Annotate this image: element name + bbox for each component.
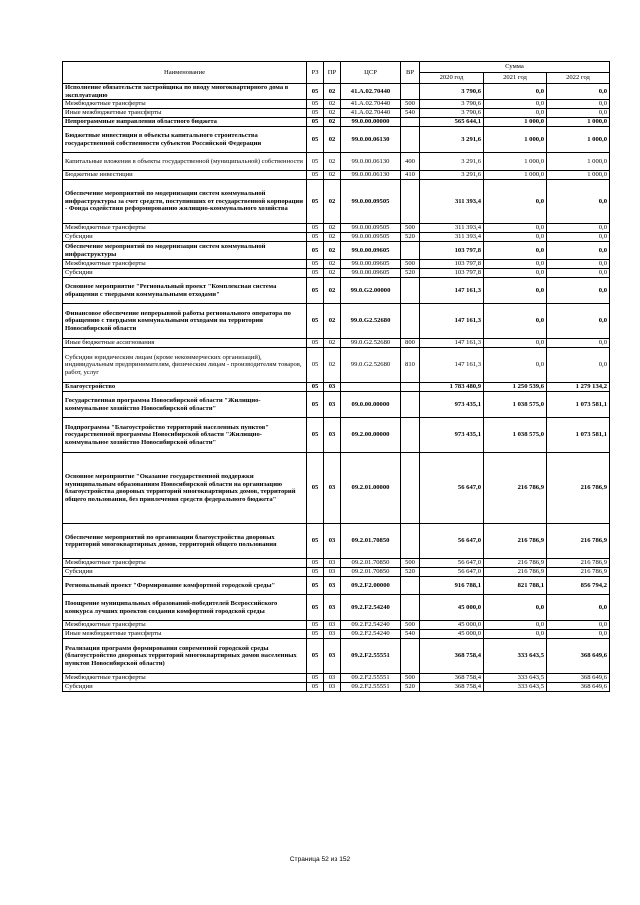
row-rz: 05 [307,524,324,559]
row-vr: 500 [401,559,420,568]
row-sum-2021: 1 000,0 [484,118,547,127]
row-sum-2022: 216 786,9 [547,453,610,524]
row-sum-2022: 0,0 [547,269,610,278]
header-2022: 2022 год [547,73,610,84]
row-pr: 02 [324,100,341,109]
row-csr: 09.2.00.00000 [341,418,401,453]
row-sum-2022: 1 000,0 [547,118,610,127]
table-row [63,127,610,153]
row-pr: 02 [324,233,341,242]
row-sum-2020: 368 758,4 [420,639,484,674]
table-row [63,100,610,109]
table-row [63,453,610,524]
table-row [63,339,610,348]
header-rz: РЗ [307,62,324,84]
row-name: Обеспечение мероприятий по организации благоустройства дворовых территорий многоквартирных домов, территорий общего пользования [63,524,307,559]
row-rz: 05 [307,568,324,577]
row-name: Государственная программа Новосибирской области "Жилищно-коммунальное хозяйство Новосибирской области" [63,392,307,418]
row-rz: 05 [307,109,324,118]
table-row [63,171,610,180]
header-pr: ПР [324,62,341,84]
row-sum-2022: 0,0 [547,180,610,224]
row-sum-2020: 368 758,4 [420,674,484,683]
row-name: Основное мероприятие "Региональный проект "Комплексная система обращения с твердыми коммунальными отходами" [63,278,307,304]
row-sum-2022: 368 649,6 [547,683,610,692]
row-sum-2020: 103 797,8 [420,269,484,278]
row-sum-2020: 147 161,3 [420,304,484,339]
row-vr: 800 [401,339,420,348]
table-row [63,233,610,242]
row-csr: 99.0.00.06130 [341,153,401,171]
header-csr: ЦСР [341,62,401,84]
row-sum-2021: 0,0 [484,100,547,109]
row-sum-2021: 1 000,0 [484,171,547,180]
table-row [63,392,610,418]
row-pr: 03 [324,577,341,595]
row-sum-2022: 0,0 [547,242,610,260]
row-csr: 99.0.00.06130 [341,127,401,153]
row-name: Непрограммные направления областного бюджета [63,118,307,127]
row-sum-2021: 1 038 575,0 [484,392,547,418]
row-csr: 41.А.02.70440 [341,84,401,100]
header-2021: 2021 год [484,73,547,84]
table-row [63,621,610,630]
table-row [63,418,610,453]
row-csr: 09.2.F2.55551 [341,683,401,692]
row-csr: 09.2.F2.54240 [341,595,401,621]
row-sum-2020: 311 393,4 [420,180,484,224]
table-row [63,383,610,392]
row-rz: 05 [307,153,324,171]
row-sum-2021: 0,0 [484,630,547,639]
row-vr: 520 [401,568,420,577]
row-sum-2022: 1 279 134,2 [547,383,610,392]
table-row [63,568,610,577]
row-sum-2021: 216 786,9 [484,524,547,559]
row-sum-2020: 3 291,6 [420,171,484,180]
row-sum-2021: 333 643,5 [484,683,547,692]
row-csr: 99.0.G2.00000 [341,278,401,304]
row-sum-2021: 216 786,9 [484,453,547,524]
row-pr: 03 [324,383,341,392]
row-csr: 09.2.F2.54240 [341,621,401,630]
row-vr [401,524,420,559]
row-sum-2022: 0,0 [547,260,610,269]
row-vr [401,639,420,674]
row-name: Субсидии [63,269,307,278]
row-csr: 09.0.00.00000 [341,392,401,418]
row-name: Межбюджетные трансферты [63,674,307,683]
row-csr: 09.2.F2.54240 [341,630,401,639]
row-vr [401,127,420,153]
row-sum-2020: 311 393,4 [420,224,484,233]
row-sum-2020: 3 790,6 [420,84,484,100]
row-sum-2020: 565 644,1 [420,118,484,127]
row-rz: 05 [307,392,324,418]
row-vr [401,595,420,621]
row-rz: 05 [307,339,324,348]
row-sum-2021: 821 788,1 [484,577,547,595]
row-rz: 05 [307,224,324,233]
row-sum-2022: 1 073 581,1 [547,418,610,453]
row-csr: 41.А.02.70440 [341,100,401,109]
row-csr: 99.0.00.09505 [341,233,401,242]
table-row [63,84,610,100]
row-sum-2021: 0,0 [484,304,547,339]
row-sum-2021: 0,0 [484,242,547,260]
row-rz: 05 [307,180,324,224]
table-row [63,577,610,595]
row-sum-2022: 0,0 [547,233,610,242]
row-vr: 400 [401,153,420,171]
row-vr: 520 [401,269,420,278]
row-pr: 03 [324,630,341,639]
row-vr: 540 [401,109,420,118]
row-sum-2022: 216 786,9 [547,559,610,568]
row-sum-2020: 56 647,0 [420,568,484,577]
table-row [63,639,610,674]
row-sum-2020: 103 797,8 [420,260,484,269]
row-rz: 05 [307,383,324,392]
row-vr [401,180,420,224]
table-row [63,260,610,269]
row-vr [401,278,420,304]
table-row [63,674,610,683]
row-sum-2022: 1 000,0 [547,171,610,180]
row-sum-2021: 0,0 [484,621,547,630]
row-sum-2021: 0,0 [484,233,547,242]
row-name: Межбюджетные трансферты [63,621,307,630]
row-sum-2020: 56 647,0 [420,453,484,524]
row-csr: 99.0.00.06130 [341,171,401,180]
row-vr: 520 [401,683,420,692]
table-row [63,630,610,639]
row-sum-2022: 0,0 [547,630,610,639]
row-sum-2020: 916 788,1 [420,577,484,595]
row-pr: 02 [324,278,341,304]
row-rz: 05 [307,595,324,621]
row-rz: 05 [307,269,324,278]
row-pr: 03 [324,524,341,559]
row-vr: 500 [401,224,420,233]
row-pr: 02 [324,171,341,180]
table-row [63,269,610,278]
row-sum-2020: 45 000,0 [420,595,484,621]
table-row [63,304,610,339]
row-vr [401,392,420,418]
row-csr: 99.0.G2.52680 [341,348,401,383]
row-vr: 520 [401,233,420,242]
row-sum-2022: 0,0 [547,304,610,339]
table-row [63,180,610,224]
row-pr: 02 [324,84,341,100]
row-csr: 99.0.00.09605 [341,269,401,278]
row-sum-2020: 1 783 480,9 [420,383,484,392]
row-vr: 500 [401,621,420,630]
row-sum-2021: 0,0 [484,84,547,100]
row-name: Обеспечение мероприятий по модернизации систем коммунальной инфраструктуры [63,242,307,260]
row-rz: 05 [307,630,324,639]
row-sum-2022: 0,0 [547,348,610,383]
row-vr [401,383,420,392]
row-sum-2022: 0,0 [547,84,610,100]
row-pr: 02 [324,180,341,224]
row-name: Межбюджетные трансферты [63,559,307,568]
row-csr: 99.0.00.00000 [341,118,401,127]
row-rz: 05 [307,84,324,100]
row-pr: 02 [324,269,341,278]
row-sum-2021: 0,0 [484,595,547,621]
row-csr: 09.2.01.70850 [341,559,401,568]
row-name: Бюджетные инвестиции в объекты капитального строительства государственной собственности субъектов Российской Федерации [63,127,307,153]
row-pr: 02 [324,348,341,383]
row-sum-2021: 216 786,9 [484,568,547,577]
row-rz: 05 [307,100,324,109]
header-vr: ВР [401,62,420,84]
header-sum: Сумма [420,62,610,73]
row-sum-2021: 216 786,9 [484,559,547,568]
row-rz: 05 [307,559,324,568]
row-rz: 05 [307,304,324,339]
row-name: Субсидии юридическим лицам (кроме некоммерческих организаций), индивидуальным предпринимателям, физическим лицам - производителям товаров, работ, услуг [63,348,307,383]
row-sum-2021: 0,0 [484,109,547,118]
table-row [63,348,610,383]
row-name: Иные бюджетные ассигнования [63,339,307,348]
row-vr: 410 [401,171,420,180]
row-pr: 03 [324,392,341,418]
row-sum-2020: 103 797,8 [420,242,484,260]
table-row [63,153,610,171]
row-name: Реализация программ формирования современной городской среды (благоустройство дворовых территорий многоквартирных домов населенных пунктов Новосибирской области) [63,639,307,674]
row-name: Подпрограмма "Благоустройство территорий населенных пунктов" государственной программы Новосибирской области "Жилищно-коммунальное хозяйство Новосибирской области" [63,418,307,453]
row-sum-2021: 0,0 [484,348,547,383]
row-sum-2020: 3 291,6 [420,127,484,153]
row-sum-2020: 147 161,3 [420,348,484,383]
row-vr: 540 [401,630,420,639]
row-sum-2020: 3 790,6 [420,100,484,109]
row-rz: 05 [307,453,324,524]
row-sum-2021: 0,0 [484,339,547,348]
row-sum-2022: 0,0 [547,595,610,621]
row-pr: 03 [324,559,341,568]
row-sum-2021: 333 643,5 [484,674,547,683]
row-pr: 03 [324,595,341,621]
row-sum-2021: 0,0 [484,269,547,278]
row-rz: 05 [307,233,324,242]
row-sum-2021: 0,0 [484,180,547,224]
row-pr: 03 [324,418,341,453]
row-sum-2020: 45 000,0 [420,630,484,639]
row-vr [401,242,420,260]
row-vr [401,118,420,127]
row-name: Межбюджетные трансферты [63,224,307,233]
row-name: Субсидии [63,233,307,242]
row-rz: 05 [307,639,324,674]
row-pr: 03 [324,568,341,577]
table-row [63,224,610,233]
row-sum-2022: 368 649,6 [547,674,610,683]
row-rz: 05 [307,118,324,127]
row-csr [341,383,401,392]
row-csr: 09.2.01.70850 [341,524,401,559]
row-sum-2021: 1 038 575,0 [484,418,547,453]
row-vr [401,453,420,524]
row-sum-2022: 1 000,0 [547,127,610,153]
row-pr: 02 [324,127,341,153]
row-pr: 03 [324,683,341,692]
row-sum-2022: 1 073 581,1 [547,392,610,418]
table-row [63,109,610,118]
row-rz: 05 [307,674,324,683]
row-sum-2022: 0,0 [547,278,610,304]
header-2020: 2020 год [420,73,484,84]
row-csr: 99.0.00.09605 [341,260,401,269]
row-rz: 05 [307,621,324,630]
row-name: Исполнение обязательств застройщика по вводу многоквартирного дома в эксплуатацию [63,84,307,100]
row-sum-2022: 216 786,9 [547,568,610,577]
row-sum-2022: 0,0 [547,109,610,118]
row-csr: 99.0.00.09505 [341,180,401,224]
row-vr [401,304,420,339]
row-csr: 99.0.G2.52680 [341,339,401,348]
row-name: Субсидии [63,568,307,577]
row-sum-2021: 1 000,0 [484,127,547,153]
row-csr: 09.2.F2.55551 [341,674,401,683]
row-csr: 09.2.01.70850 [341,568,401,577]
row-sum-2022: 0,0 [547,621,610,630]
row-sum-2021: 0,0 [484,260,547,269]
row-sum-2022: 1 000,0 [547,153,610,171]
table-row [63,242,610,260]
row-rz: 05 [307,127,324,153]
table-row [63,524,610,559]
row-name: Иные межбюджетные трансферты [63,630,307,639]
row-csr: 09.2.F2.55551 [341,639,401,674]
page-footer: Страница 52 из 152 [289,856,351,863]
row-sum-2020: 56 647,0 [420,524,484,559]
row-name: Бюджетные инвестиции [63,171,307,180]
row-name: Субсидии [63,683,307,692]
row-name: Поощрение муниципальных образований-победителей Всероссийского конкурса лучших проектов создания комфортной городской среды [63,595,307,621]
row-sum-2020: 3 291,6 [420,153,484,171]
row-rz: 05 [307,242,324,260]
row-name: Иные межбюджетные трансферты [63,109,307,118]
row-vr: 500 [401,260,420,269]
row-sum-2022: 856 794,2 [547,577,610,595]
row-csr: 99.0.00.09605 [341,242,401,260]
row-sum-2021: 0,0 [484,224,547,233]
row-sum-2022: 368 649,6 [547,639,610,674]
row-rz: 05 [307,171,324,180]
row-pr: 02 [324,109,341,118]
row-vr [401,418,420,453]
row-sum-2021: 333 643,5 [484,639,547,674]
row-sum-2020: 973 435,1 [420,392,484,418]
row-name: Межбюджетные трансферты [63,260,307,269]
row-sum-2022: 216 786,9 [547,524,610,559]
row-name: Финансовое обеспечение непрерывной работы регионального оператора по обращению с твердыми коммунальными отходами на территории Новосибирской области [63,304,307,339]
row-vr: 810 [401,348,420,383]
row-sum-2022: 0,0 [547,100,610,109]
row-sum-2020: 973 435,1 [420,418,484,453]
row-name: Капитальные вложения в объекты государственной (муниципальной) собственности [63,153,307,171]
row-pr: 03 [324,621,341,630]
row-pr: 02 [324,153,341,171]
row-pr: 03 [324,674,341,683]
row-sum-2020: 147 161,3 [420,278,484,304]
row-rz: 05 [307,577,324,595]
row-pr: 02 [324,118,341,127]
table-row [63,683,610,692]
row-csr: 09.2.F2.00000 [341,577,401,595]
table-row [63,278,610,304]
row-vr [401,577,420,595]
table-row [63,595,610,621]
row-sum-2021: 0,0 [484,278,547,304]
row-csr: 99.0.G2.52680 [341,304,401,339]
row-name: Межбюджетные трансферты [63,100,307,109]
row-pr: 02 [324,224,341,233]
table-row [63,118,610,127]
row-name: Региональный проект "Формирование комфортной городской среды" [63,577,307,595]
budget-table [62,61,610,692]
row-pr: 02 [324,339,341,348]
row-sum-2022: 0,0 [547,339,610,348]
row-sum-2020: 368 758,4 [420,683,484,692]
row-rz: 05 [307,418,324,453]
row-sum-2020: 311 393,4 [420,233,484,242]
row-pr: 02 [324,260,341,269]
table-body [63,84,610,692]
row-name: Обеспечение мероприятий по модернизации систем коммунальной инфраструктуры за счет средств, поступивших от государственной корпорации - Фонда содействия реформированию жилищно-коммунального хозяйства [63,180,307,224]
row-rz: 05 [307,683,324,692]
table-row [63,559,610,568]
row-sum-2020: 3 790,6 [420,109,484,118]
row-sum-2021: 1 000,0 [484,153,547,171]
row-pr: 03 [324,453,341,524]
row-sum-2022: 0,0 [547,224,610,233]
row-vr: 500 [401,674,420,683]
row-vr: 500 [401,100,420,109]
row-pr: 03 [324,639,341,674]
row-pr: 02 [324,304,341,339]
row-csr: 99.0.00.09505 [341,224,401,233]
row-csr: 41.А.02.70440 [341,109,401,118]
row-name: Благоустройство [63,383,307,392]
header-name: Наименование [63,62,307,84]
row-sum-2020: 147 161,3 [420,339,484,348]
row-sum-2020: 45 000,0 [420,621,484,630]
row-vr [401,84,420,100]
row-sum-2021: 1 250 539,6 [484,383,547,392]
row-name: Основное мероприятие "Оказание государственной поддержки муниципальным образованиям Новосибирской области на организацию благоустройства дворовых территорий многоквартирных домов, территорий общего пользования, без привлечения средств федерального бюджета" [63,453,307,524]
row-csr: 09.2.01.00000 [341,453,401,524]
row-sum-2020: 56 647,0 [420,559,484,568]
row-rz: 05 [307,278,324,304]
row-pr: 02 [324,242,341,260]
row-rz: 05 [307,260,324,269]
row-rz: 05 [307,348,324,383]
